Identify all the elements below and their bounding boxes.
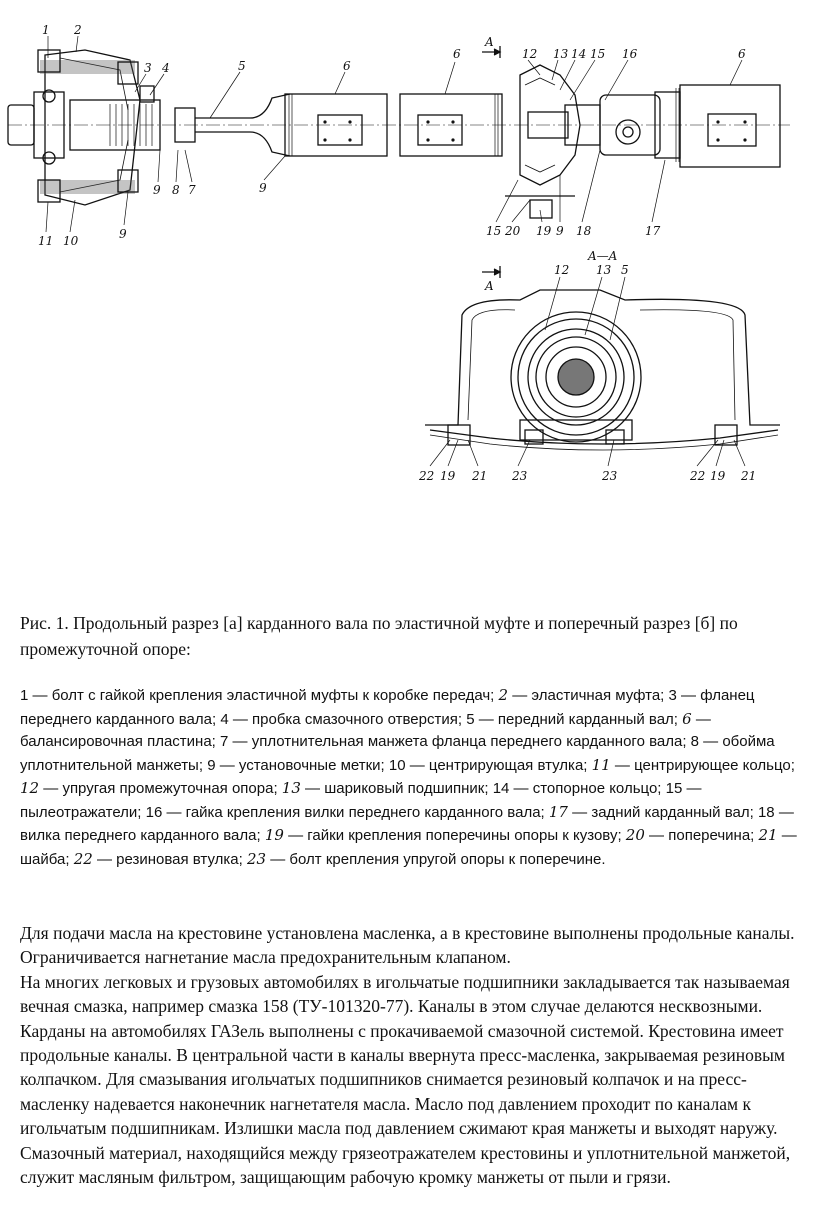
legend-number: 20 [625,826,645,844]
legend-text: фланец переднего карданного вала; [20,687,755,728]
legend-text: центрирующая втулка; [428,756,588,774]
part-label: 21 [472,469,488,483]
part-label: 13 [596,263,612,277]
legend-number: 3 [668,687,677,704]
part-label: 10 [63,234,79,248]
legend-number: 11 [591,755,611,774]
part-label: 19 [536,224,552,238]
part-label: 7 [188,183,196,197]
legend-text: пробка смазочного отверстия; [252,710,463,728]
legend-number: 15 [665,780,683,797]
part-label: 6 [738,47,746,61]
paragraph: Для подачи масла на крестовине установлена масленка, а в крестовине выполнены продольные каналы. Ограничивается нагнетание масла предохранительным клапаном. [20,923,795,968]
legend-text: гайки крепления поперечины опоры к кузову; [307,827,622,844]
paragraph: Карданы на автомобилях ГАЗель выполнены с прокачиваемой смазочной системой. Крестовина имеет продольные каналы. В центральной части в каналы ввернута пресс-масленка, закрываемая резиновым колпачком. Для смазывания игольчатых подшипников снимается резиновый колпачок и на пресс-масленку надевается наконечник нагнетателя масла. Масло под давлением проходит по каналам к игольчатым подшипникам. Излишки масла под давлением сжимают края манжеты и выходят наружу. Смазочный материал, находящийся между грязеотражателем крестовины и уплотнительной манжетой, служит масляным фильтром, защищающим рабочую кромку манжеты от пыли и грязи. [20,1020,791,1188]
paragraph: На многих легковых и грузовых автомобилях в игольчатые подшипники закладывается так называемая вечная смазка, например смазка 158 (ТУ-101320-77). Каналы в этом случае делаются несквозными. [20,971,790,1017]
legend-text: уплотнительная манжета фланца переднего карданного вала; [251,733,687,750]
legend-number: 8 [690,733,699,750]
legend-text: резиновая втулка; [116,850,243,868]
part-label: 1 [42,23,50,37]
legend-number: 13 [281,779,301,797]
legend-text: болт крепления упругой опоры к поперечине. [289,850,606,868]
part-label: 11 [38,234,54,248]
part-label: 14 [571,47,587,61]
part-label: 18 [576,224,592,238]
legend-paragraph: 1 — болт с гайкой крепления эластичной муфты к коробке передач; 2 — эластичная муфта; 3 — фланец переднего карданного вала; 4 — пробка смазочного отверстия; 5 — передний карданный вал; 6 — балансировочная пластина; 7 — уплотнительная манжета фланца переднего карданного вала; 8 — обойма уплотнительной манжеты; 9 — установочные метки; 10 — центрирующая втулка; 11 — центрирующее кольцо; 12 — упругая промежуточная опора; 13 — шариковый подшипник; 14 — стопорное кольцо; 15 — пылеотражатели; 16 — гайка крепления вилки переднего карданного вала; 17 — задний карданный вал; 18 — вилка переднего карданного вала; 19 — гайки крепления поперечины опоры к кузову; 20 — поперечина; 21 — шайба; 22 — резиновая втулка; 23 — болт крепления упругой опоры к поперечине. [20,686,797,868]
legend-number: 16 [145,803,163,821]
part-label: 22 [690,469,706,483]
legend-number: 10 [388,756,406,774]
part-label: 5 [238,59,246,73]
part-label: 6 [453,47,461,61]
part-label: 13 [553,47,569,61]
part-label: 19 [710,469,726,483]
section-marker: A [485,279,494,293]
legend-number: 5 [466,710,475,728]
part-label: 12 [554,263,570,277]
legend-text: шариковый подшипник; [324,780,489,797]
part-label: 5 [621,263,629,277]
part-label: 23 [512,469,528,483]
body-text [20,921,812,1189]
legend-text: центрирующее кольцо; [634,756,795,774]
legend-text: установочные метки; [238,756,385,774]
legend-number: 1 [20,687,29,704]
section-marker: A [485,35,494,49]
legend-text: поперечина; [668,827,755,844]
legend-text: передний карданный вал; [497,710,678,728]
figure-legend [20,684,810,871]
legend-text: гайка крепления вилки переднего карданного вала; [185,803,545,821]
legend-number: 23 [246,849,267,868]
part-label: 4 [162,61,170,75]
legend-text: шайба; [20,850,70,868]
legend-number: 14 [492,780,510,797]
part-label: 9 [153,183,161,197]
legend-text: упругая промежуточная опора; [62,780,278,797]
legend-number: 12 [20,779,40,797]
part-label: 9 [259,181,267,195]
cardan-shaft-drawing [0,0,816,500]
legend-text: стопорное кольцо; [532,780,662,797]
legend-number: 4 [220,710,229,728]
part-label: 3 [144,61,152,75]
legend-number: 18 [757,803,775,821]
legend-number: 9 [207,756,216,774]
part-label: 21 [741,469,757,483]
legend-number: 6 [682,709,692,728]
legend-text: пылеотражатели; [20,803,142,821]
part-label: 15 [486,224,502,238]
section-title: A—A [588,249,618,263]
part-label: 9 [119,227,127,241]
part-label: 19 [440,469,456,483]
legend-text: балансировочная пластина; [20,733,216,750]
part-label: 15 [590,47,606,61]
part-label: 8 [172,183,180,197]
legend-number: 22 [73,849,93,868]
technical-drawing [0,0,816,500]
part-label: 17 [645,224,661,238]
figure-caption: Рис. 1. Продольный разрез [а] карданного вала по эластичной муфте и поперечный разрез [б] по промежуточной опоре: [20,613,738,659]
legend-text: обойма уплотнительной манжеты; [20,733,775,774]
part-label: 22 [419,469,435,483]
part-label: 12 [522,47,538,61]
part-label: 20 [505,224,521,238]
legend-number: 2 [498,686,509,704]
legend-number: 17 [548,802,568,821]
part-label: 9 [556,224,564,238]
legend-number: 19 [264,826,284,844]
legend-number: 21 [758,826,778,844]
part-label: 23 [602,469,618,483]
legend-text: вилка переднего карданного вала; [20,827,261,844]
part-label: 6 [343,59,351,73]
part-label: 2 [74,23,82,37]
legend-number: 7 [220,733,229,750]
legend-text: задний карданный вал; [591,803,754,821]
part-label: 16 [622,47,638,61]
legend-text: эластичная муфта; [531,687,665,704]
legend-text: болт с гайкой крепления эластичной муфты к коробке передач; [51,687,495,704]
